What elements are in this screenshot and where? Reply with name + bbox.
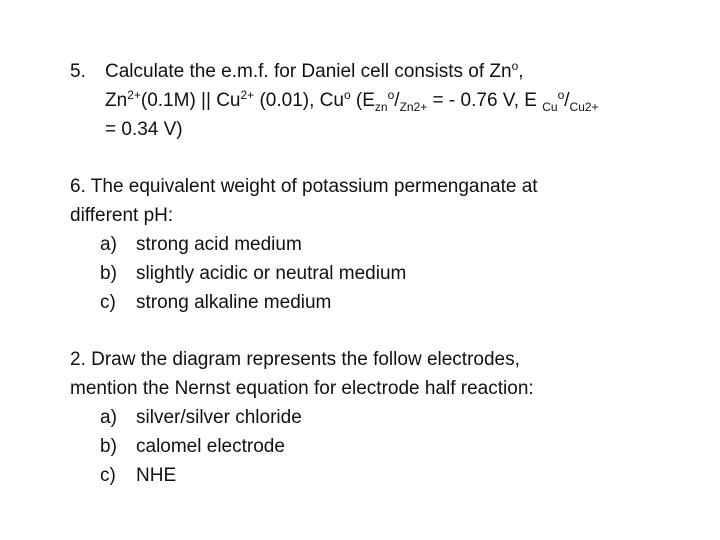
question-5 — [70, 57, 710, 144]
question-5-line-1-end: , — [518, 61, 524, 82]
line-2-slash-1: / — [394, 90, 400, 111]
list-item-text: strong alkaline medium — [136, 292, 332, 313]
question-5-line-2 — [70, 86, 710, 115]
question-5-line-1-text: Calculate the e.m.f. for Daniel cell consists of Zn — [105, 61, 512, 82]
zn-charge-superscript: 2+ — [127, 88, 141, 102]
question-5-number: 5. — [70, 61, 86, 82]
list-item — [70, 259, 710, 288]
list-item-text: slightly acidic or neutral medium — [136, 263, 407, 284]
list-item-text: calomel electrode — [136, 436, 285, 457]
list-item — [70, 403, 710, 432]
list-item-letter: c) — [100, 465, 116, 486]
cu2-subscript: Cu2+ — [569, 100, 599, 114]
list-item — [70, 288, 710, 317]
question-5-line-1 — [70, 57, 710, 86]
list-item — [70, 432, 710, 461]
question-6-title-line-1: 6. The equivalent weight of potassium permenganate at — [70, 176, 538, 197]
cu-standard-superscript: o — [557, 88, 565, 102]
list-item — [70, 461, 710, 490]
list-item-letter: b) — [100, 436, 117, 457]
line-2-cu-electrode: (0.01), Cu — [254, 90, 344, 111]
list-item-text: silver/silver chloride — [136, 407, 302, 428]
line-2-concentration-cu: (0.1M) || Cu — [140, 90, 241, 111]
zn-subscript: zn — [374, 100, 388, 114]
list-item — [70, 230, 710, 259]
list-item-text: NHE — [136, 465, 177, 486]
cu-charge-superscript: 2+ — [240, 88, 255, 102]
list-item-letter: c) — [100, 292, 116, 313]
question-2-title-line-2: mention the Nernst equation for electrode half reaction: — [70, 378, 534, 399]
list-item-letter: a) — [100, 407, 117, 428]
cu-superscript: o — [343, 88, 351, 102]
zn2-subscript: Zn2+ — [399, 100, 428, 114]
line-2-zn: Zn — [105, 90, 128, 111]
list-item-letter: a) — [100, 234, 117, 255]
zn-superscript: o — [511, 59, 519, 73]
list-item-text: strong acid medium — [136, 234, 302, 255]
question-2 — [70, 345, 710, 490]
line-2-e-zn: (E — [350, 90, 375, 111]
question-5-line-3: = 0.34 V) — [105, 119, 183, 140]
list-item-letter: b) — [100, 263, 117, 284]
question-6 — [70, 172, 710, 317]
line-2-slash-2: / — [564, 90, 570, 111]
zn-standard-superscript: o — [387, 88, 395, 102]
line-2-zn-potential: = - 0.76 V, E — [427, 90, 543, 111]
question-2-title-line-1: 2. Draw the diagram represents the follow electrodes, — [70, 349, 520, 370]
question-6-title-line-2: different pH: — [70, 205, 174, 226]
cu-subscript: Cu — [542, 100, 558, 114]
